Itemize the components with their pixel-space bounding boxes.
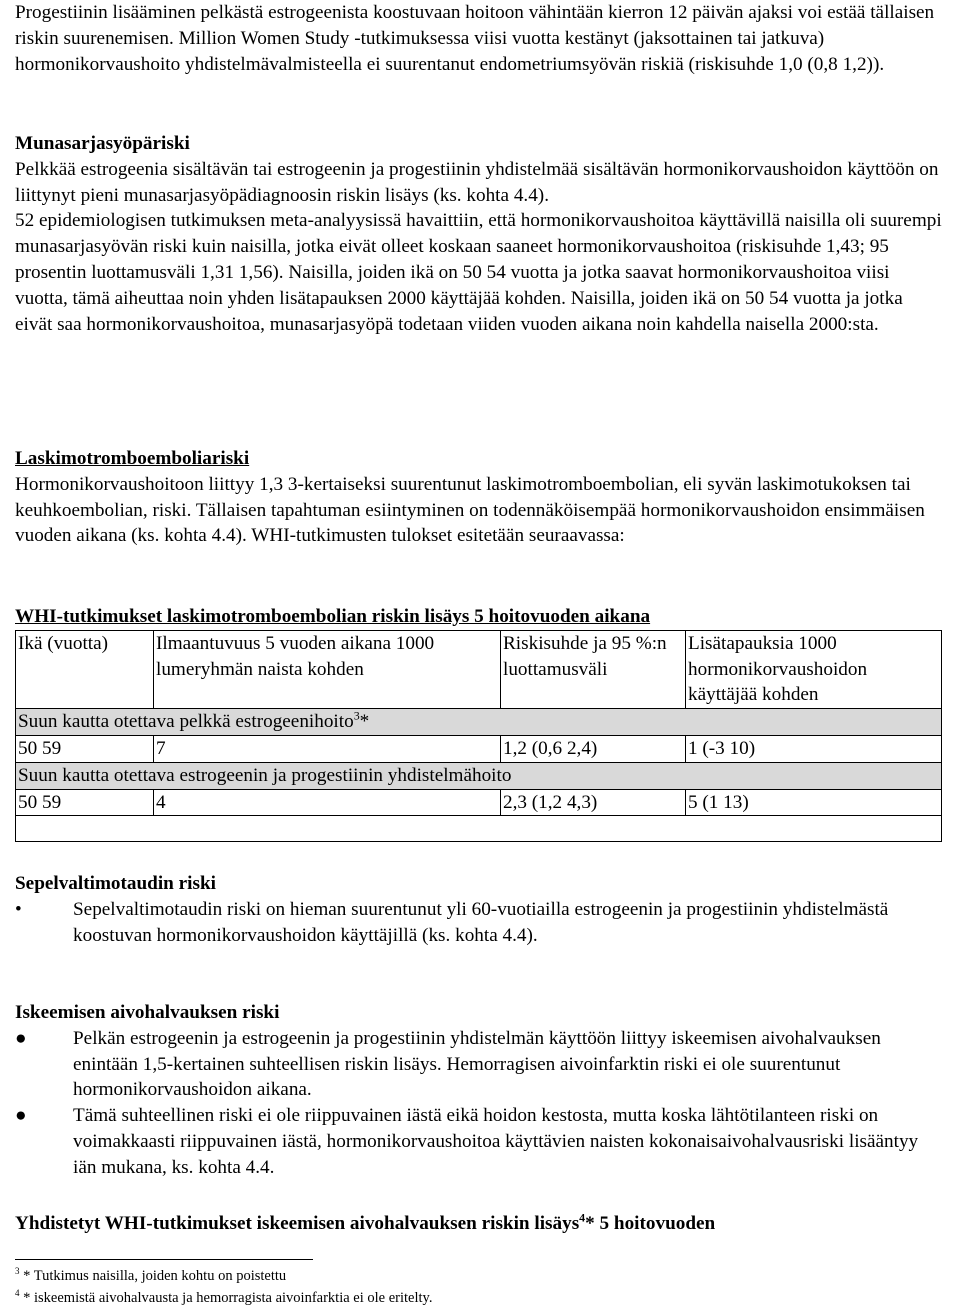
header-additional-cases: Lisätapauksia 1000 hormonikorvaushoidon käyttäjää kohden	[686, 630, 942, 708]
whi-stroke-heading-b: * 5 hoitovuoden	[585, 1213, 716, 1234]
group-combined: Suun kautta otettava estrogeenin ja progestiinin yhdistelmähoito	[16, 762, 942, 789]
table-row	[16, 735, 942, 762]
header-risk-ratio: Riskisuhde ja 95 %:n luottamusväli	[501, 630, 686, 708]
cell-age: 50 59	[16, 735, 154, 762]
group-label: Suun kautta otettava pelkkä estrogeenihoito	[18, 711, 354, 733]
header-age: Ikä (vuotta)	[16, 630, 154, 708]
stroke-section	[15, 1000, 943, 1181]
vte-paragraph: Hormonikorvaushoitoon liittyy 1,3 3-kertaiseksi suurentunut laskimotromboembolian, eli syvän laskimotukoksen tai keuhkoembolian, riski. Tällaisen tapahtuman esiintyminen on todennäköisempää hormonikorvaushoidon ensimmäisen vuoden aikana (ks. kohta 4.4). WHI-tutkimusten tulokset esitetään seuraavassa:	[15, 473, 925, 547]
ovarian-paragraph-2: 52 epidemiologisen tutkimuksen meta-analyysissä havaittiin, että hormonikorvaushoitoa käyttävillä naisilla oli suurempi munasarjasyövän riski kuin naisilla, jotka eivät olleet koskaan saaneet hormonikorvaushoitoa (riskisuhde 1,43; 95 prosentin luottamusväli 1,31 1,56). Naisilla, joiden ikä on 50 54 vuotta ja jotka saavat hormonikorvaushoitoa viisi vuotta, tämä aiheuttaa noin yhden lisätapauksen 2000 käyttäjää kohden. Naisilla, joiden ikä on 50 54 vuotta ja jotka eivät saa hormonikorvaushoitoa, munasarjasyöpä todetaan viiden vuoden aikana noin kahdella naisella 2000:sta.	[15, 210, 942, 335]
ovarian-paragraph-1: Pelkkää estrogeenia sisältävän tai estrogeenin ja progestiinin yhdistelmää sisältävän hormonikorvaushoidon käyttöön on liittynyt pieni munasarjasyöpädiagnoosin riskin lisäys (ks. kohta 4.4).	[15, 158, 939, 206]
whi-stroke-heading	[15, 1211, 943, 1237]
stroke-list	[15, 1026, 943, 1181]
cell-incidence: 4	[154, 789, 501, 816]
cad-heading: Sepelvaltimotaudin riski	[15, 873, 216, 894]
whi-vte-table	[15, 630, 942, 843]
bullet-icon: ●	[15, 1105, 27, 1127]
intro-paragraph: Progestiinin lisääminen pelkästä estrogeenista koostuvaan hoitoon vähintään kierron 12 päivän ajaksi voi estää tällaisen riskin suurenemisen. Million Women Study -tutkimuksessa viisi vuotta kestänyt (jaksottainen tai jatkuva) hormonikorvaushoito yhdistelmävalmisteella ei suurentanut endometriumsyövän riskiä (riskisuhde 1,0 (0,8 1,2)).	[15, 2, 935, 75]
cad-section	[15, 871, 943, 948]
footnote-text: * iskeemistä aivohalvausta ja hemorragista aivoinfarktia ei ole eritelty.	[23, 1290, 433, 1306]
stroke-bullet-1: Pelkän estrogeenin ja estrogeenin ja progestiinin yhdistelmän käyttöön liittyy iskeemisen aivohalvauksen enintään 1,5-kertainen suhteellisen riskin lisäys. Hemorragisen aivoinfarktin riski ei ole suurentunut hormonikorvaushoidon aikana.	[73, 1027, 881, 1101]
cell-additional-cases: 1 (-3 10)	[686, 735, 942, 762]
cad-bullet-text: Sepelvaltimotaudin riski on hieman suurentunut yli 60-vuotiailla estrogeenin ja progestiinin yhdistelmästä koostuvan hormonikorvaushoidon käyttäjillä (ks. kohta 4.4).	[73, 898, 889, 946]
cell-additional-cases: 5 (1 13)	[686, 789, 942, 816]
vte-heading: Laskimotromboemboliariski	[15, 448, 250, 469]
whi-vte-table-section	[15, 604, 943, 842]
footnote-ref: 4	[579, 1210, 586, 1225]
list-item	[15, 1026, 943, 1103]
footnote-divider	[15, 1259, 313, 1260]
cad-list	[15, 897, 943, 949]
table-empty-row	[16, 816, 942, 842]
table-row	[16, 789, 942, 816]
list-item	[15, 897, 943, 949]
footnote-3	[15, 1265, 943, 1287]
footnote-text: * Tutkimus naisilla, joiden kohtu on poistettu	[23, 1268, 287, 1284]
footnote-star: *	[359, 711, 370, 733]
footnote-ref: 3	[353, 708, 360, 723]
header-incidence: Ilmaantuvuus 5 vuoden aikana 1000 lumeryhmän naista kohden	[154, 630, 501, 708]
empty-cell	[16, 816, 942, 842]
ovarian-cancer-section	[15, 131, 943, 337]
footnote-number: 3	[15, 1266, 20, 1277]
whi-stroke-heading-a: Yhdistetyt WHI-tutkimukset iskeemisen aivohalvauksen riskin lisäys	[15, 1213, 580, 1234]
footnote-number: 4	[15, 1288, 20, 1299]
stroke-heading: Iskeemisen aivohalvauksen riski	[15, 1002, 280, 1023]
whi-table-title: WHI-tutkimukset laskimotromboembolian riskin lisäys 5 hoitovuoden aikana	[15, 606, 651, 627]
list-item	[15, 1103, 943, 1180]
bullet-icon: ●	[15, 1027, 27, 1049]
bullet-icon: •	[15, 898, 22, 920]
table-group-row	[16, 762, 942, 789]
stroke-bullet-2: Tämä suhteellinen riski ei ole riippuvainen iästä eikä hoidon kestosta, mutta koska lähtötilanteen riski on voimakkaasti riippuvainen iästä, hormonikorvaushoitoa käyttävien naisten kokonaisaivohalvausriski lisääntyy iän mukana, ks. kohta 4.4.	[73, 1105, 919, 1178]
group-estrogen-only	[16, 709, 942, 736]
footnote-4	[15, 1287, 943, 1309]
whi-stroke-heading-section	[15, 1211, 943, 1237]
cell-risk-ratio: 1,2 (0,6 2,4)	[501, 735, 686, 762]
cell-risk-ratio: 2,3 (1,2 4,3)	[501, 789, 686, 816]
table-header-row	[16, 630, 942, 708]
footnotes	[15, 1265, 943, 1309]
cell-age: 50 59	[16, 789, 154, 816]
table-group-row	[16, 709, 942, 736]
cell-incidence: 7	[154, 735, 501, 762]
ovarian-heading: Munasarjasyöpäriski	[15, 133, 190, 154]
vte-section	[15, 446, 943, 549]
